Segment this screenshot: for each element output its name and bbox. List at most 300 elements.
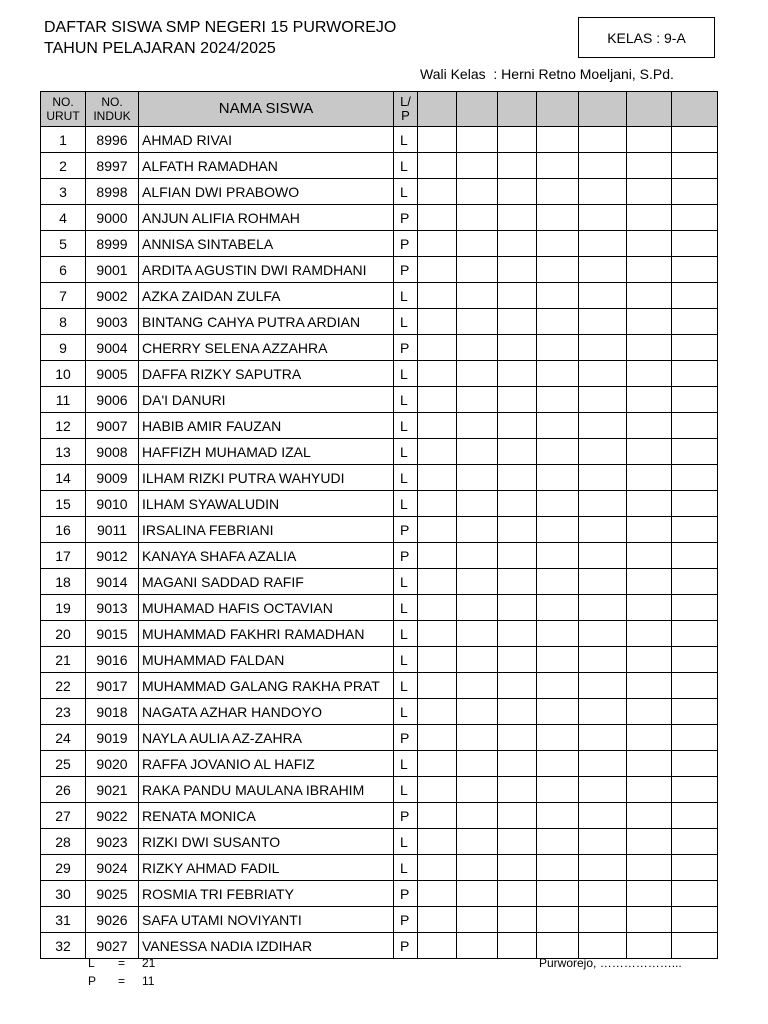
blank-cell bbox=[498, 283, 537, 309]
blank-cell bbox=[498, 127, 537, 153]
student-name-cell: DA'I DANURI bbox=[139, 387, 394, 413]
blank-cell bbox=[457, 829, 498, 855]
table-row bbox=[41, 127, 718, 153]
blank-cell bbox=[457, 231, 498, 257]
blank-cell bbox=[457, 777, 498, 803]
blank-cell bbox=[418, 595, 457, 621]
blank-cell bbox=[457, 803, 498, 829]
blank-cell bbox=[418, 257, 457, 283]
blank-cell bbox=[498, 933, 537, 959]
table-row bbox=[41, 205, 718, 231]
blank-cell bbox=[498, 881, 537, 907]
blank-cell bbox=[537, 647, 579, 673]
blank-cell bbox=[537, 829, 579, 855]
blank-cell bbox=[537, 387, 579, 413]
blank-cell bbox=[537, 907, 579, 933]
gender-cell: L bbox=[394, 699, 418, 725]
no-urut-cell: 10 bbox=[41, 361, 86, 387]
blank-cell bbox=[418, 335, 457, 361]
no-induk-cell: 9002 bbox=[86, 283, 139, 309]
blank-cell bbox=[579, 153, 627, 179]
no-urut-cell: 16 bbox=[41, 517, 86, 543]
blank-cell bbox=[627, 933, 672, 959]
blank-cell bbox=[627, 387, 672, 413]
blank-cell bbox=[672, 751, 718, 777]
no-urut-cell: 4 bbox=[41, 205, 86, 231]
blank-cell bbox=[498, 907, 537, 933]
blank-cell bbox=[418, 153, 457, 179]
table-row bbox=[41, 725, 718, 751]
blank-cell bbox=[579, 829, 627, 855]
blank-cell bbox=[418, 569, 457, 595]
blank-cell bbox=[537, 465, 579, 491]
table-row bbox=[41, 361, 718, 387]
table-row bbox=[41, 257, 718, 283]
no-urut-cell: 21 bbox=[41, 647, 86, 673]
blank-cell bbox=[418, 621, 457, 647]
blank-cell bbox=[498, 309, 537, 335]
blank-cell bbox=[627, 517, 672, 543]
student-name-cell: IRSALINA FEBRIANI bbox=[139, 517, 394, 543]
no-urut-cell: 18 bbox=[41, 569, 86, 595]
table-row bbox=[41, 829, 718, 855]
no-induk-cell: 8999 bbox=[86, 231, 139, 257]
student-name-cell: HABIB AMIR FAUZAN bbox=[139, 413, 394, 439]
blank-cell bbox=[672, 387, 718, 413]
blank-cell bbox=[579, 777, 627, 803]
blank-cell bbox=[672, 517, 718, 543]
blank-cell bbox=[627, 309, 672, 335]
blank-cell bbox=[672, 673, 718, 699]
blank-cell bbox=[579, 803, 627, 829]
blank-cell bbox=[457, 933, 498, 959]
blank-cell bbox=[579, 205, 627, 231]
student-name-cell: AHMAD RIVAI bbox=[139, 127, 394, 153]
blank-cell bbox=[537, 777, 579, 803]
blank-cell bbox=[418, 205, 457, 231]
no-urut-cell: 29 bbox=[41, 855, 86, 881]
blank-cell bbox=[627, 361, 672, 387]
blank-cell bbox=[498, 777, 537, 803]
student-name-cell: ILHAM SYAWALUDIN bbox=[139, 491, 394, 517]
blank-cell bbox=[418, 491, 457, 517]
blank-cell bbox=[672, 907, 718, 933]
table-row bbox=[41, 673, 718, 699]
blank-cell bbox=[627, 179, 672, 205]
blank-cell bbox=[579, 569, 627, 595]
no-urut-cell: 5 bbox=[41, 231, 86, 257]
no-urut-cell: 9 bbox=[41, 335, 86, 361]
gender-cell: L bbox=[394, 491, 418, 517]
blank-cell bbox=[498, 569, 537, 595]
no-induk-cell: 9024 bbox=[86, 855, 139, 881]
blank-cell bbox=[627, 335, 672, 361]
blank-cell bbox=[457, 439, 498, 465]
student-name-cell: MUHAMMAD GALANG RAKHA PRAT bbox=[139, 673, 394, 699]
gender-cell: L bbox=[394, 829, 418, 855]
header-blank-cell bbox=[457, 92, 498, 127]
header-no-urut: NO. URUT bbox=[41, 92, 86, 127]
blank-cell bbox=[418, 543, 457, 569]
table-row bbox=[41, 179, 718, 205]
gender-cell: P bbox=[394, 231, 418, 257]
gender-cell: L bbox=[394, 647, 418, 673]
no-urut-cell: 23 bbox=[41, 699, 86, 725]
count-p-label: P bbox=[88, 974, 97, 988]
blank-cell bbox=[537, 595, 579, 621]
student-table bbox=[40, 91, 718, 959]
no-urut-cell: 32 bbox=[41, 933, 86, 959]
blank-cell bbox=[579, 699, 627, 725]
blank-cell bbox=[627, 569, 672, 595]
table-row bbox=[41, 621, 718, 647]
gender-cell: P bbox=[394, 257, 418, 283]
blank-cell bbox=[457, 465, 498, 491]
gender-cell: L bbox=[394, 127, 418, 153]
blank-cell bbox=[457, 673, 498, 699]
blank-cell bbox=[457, 361, 498, 387]
header-blank-cell bbox=[627, 92, 672, 127]
blank-cell bbox=[537, 881, 579, 907]
blank-cell bbox=[627, 543, 672, 569]
count-l-label: L bbox=[88, 956, 95, 970]
blank-cell bbox=[627, 829, 672, 855]
gender-cell: L bbox=[394, 413, 418, 439]
gender-cell: L bbox=[394, 439, 418, 465]
blank-cell bbox=[418, 647, 457, 673]
header-no-induk: NO. INDUK bbox=[86, 92, 139, 127]
blank-cell bbox=[672, 205, 718, 231]
blank-cell bbox=[418, 309, 457, 335]
no-urut-cell: 3 bbox=[41, 179, 86, 205]
table-row bbox=[41, 153, 718, 179]
blank-cell bbox=[672, 829, 718, 855]
table-row bbox=[41, 517, 718, 543]
blank-cell bbox=[418, 127, 457, 153]
count-l-value: 21 bbox=[142, 956, 156, 970]
blank-cell bbox=[418, 829, 457, 855]
blank-cell bbox=[627, 647, 672, 673]
gender-cell: P bbox=[394, 335, 418, 361]
no-urut-cell: 8 bbox=[41, 309, 86, 335]
student-name-cell: RIZKI DWI SUSANTO bbox=[139, 829, 394, 855]
blank-cell bbox=[537, 153, 579, 179]
blank-cell bbox=[672, 543, 718, 569]
header-nama-siswa: NAMA SISWA bbox=[139, 92, 394, 127]
blank-cell bbox=[672, 803, 718, 829]
blank-cell bbox=[627, 777, 672, 803]
blank-cell bbox=[537, 309, 579, 335]
header-lp: L/ P bbox=[394, 92, 418, 127]
blank-cell bbox=[672, 439, 718, 465]
gender-cell: P bbox=[394, 933, 418, 959]
blank-cell bbox=[498, 361, 537, 387]
homeroom-teacher: Wali Kelas : Herni Retno Moeljani, S.Pd. bbox=[420, 66, 674, 82]
no-urut-cell: 26 bbox=[41, 777, 86, 803]
blank-cell bbox=[498, 595, 537, 621]
blank-cell bbox=[418, 387, 457, 413]
blank-cell bbox=[627, 231, 672, 257]
student-name-cell: VANESSA NADIA IZDIHAR bbox=[139, 933, 394, 959]
student-name-cell: CHERRY SELENA AZZAHRA bbox=[139, 335, 394, 361]
blank-cell bbox=[627, 725, 672, 751]
no-urut-cell: 7 bbox=[41, 283, 86, 309]
blank-cell bbox=[418, 725, 457, 751]
count-l-equals: = bbox=[118, 956, 126, 970]
table-row bbox=[41, 491, 718, 517]
gender-cell: L bbox=[394, 179, 418, 205]
student-name-cell: RIZKY AHMAD FADIL bbox=[139, 855, 394, 881]
blank-cell bbox=[498, 621, 537, 647]
table-row bbox=[41, 283, 718, 309]
blank-cell bbox=[457, 127, 498, 153]
blank-cell bbox=[418, 439, 457, 465]
student-name-cell: ALFIAN DWI PRABOWO bbox=[139, 179, 394, 205]
blank-cell bbox=[672, 257, 718, 283]
blank-cell bbox=[498, 179, 537, 205]
blank-cell bbox=[418, 751, 457, 777]
student-name-cell: RAKA PANDU MAULANA IBRAHIM bbox=[139, 777, 394, 803]
blank-cell bbox=[457, 907, 498, 933]
blank-cell bbox=[627, 751, 672, 777]
gender-cell: L bbox=[394, 621, 418, 647]
blank-cell bbox=[498, 673, 537, 699]
student-name-cell: MUHAMMAD FAKHRI RAMADHAN bbox=[139, 621, 394, 647]
blank-cell bbox=[672, 465, 718, 491]
table-row bbox=[41, 881, 718, 907]
blank-cell bbox=[627, 465, 672, 491]
blank-cell bbox=[579, 361, 627, 387]
blank-cell bbox=[457, 881, 498, 907]
blank-cell bbox=[579, 413, 627, 439]
table-body bbox=[41, 127, 718, 959]
blank-cell bbox=[457, 751, 498, 777]
blank-cell bbox=[498, 439, 537, 465]
blank-cell bbox=[457, 621, 498, 647]
no-induk-cell: 9022 bbox=[86, 803, 139, 829]
gender-cell: L bbox=[394, 309, 418, 335]
blank-cell bbox=[579, 465, 627, 491]
blank-cell bbox=[498, 413, 537, 439]
gender-cell: L bbox=[394, 361, 418, 387]
no-induk-cell: 9006 bbox=[86, 387, 139, 413]
no-induk-cell: 9003 bbox=[86, 309, 139, 335]
blank-cell bbox=[537, 257, 579, 283]
blank-cell bbox=[537, 855, 579, 881]
blank-cell bbox=[418, 517, 457, 543]
table-row bbox=[41, 439, 718, 465]
blank-cell bbox=[579, 543, 627, 569]
blank-cell bbox=[418, 699, 457, 725]
student-name-cell: KANAYA SHAFA AZALIA bbox=[139, 543, 394, 569]
blank-cell bbox=[457, 205, 498, 231]
student-name-cell: RAFFA JOVANIO AL HAFIZ bbox=[139, 751, 394, 777]
blank-cell bbox=[672, 153, 718, 179]
count-p-value: 11 bbox=[142, 974, 155, 988]
no-induk-cell: 9001 bbox=[86, 257, 139, 283]
blank-cell bbox=[498, 335, 537, 361]
blank-cell bbox=[498, 465, 537, 491]
blank-cell bbox=[672, 855, 718, 881]
no-urut-cell: 24 bbox=[41, 725, 86, 751]
blank-cell bbox=[672, 413, 718, 439]
table-row bbox=[41, 569, 718, 595]
blank-cell bbox=[672, 881, 718, 907]
blank-cell bbox=[498, 231, 537, 257]
table-row bbox=[41, 413, 718, 439]
table-row bbox=[41, 907, 718, 933]
table-row bbox=[41, 699, 718, 725]
gender-cell: L bbox=[394, 673, 418, 699]
blank-cell bbox=[498, 517, 537, 543]
blank-cell bbox=[537, 569, 579, 595]
student-name-cell: ANJUN ALIFIA ROHMAH bbox=[139, 205, 394, 231]
blank-cell bbox=[627, 257, 672, 283]
blank-cell bbox=[672, 127, 718, 153]
blank-cell bbox=[537, 205, 579, 231]
no-induk-cell: 9016 bbox=[86, 647, 139, 673]
blank-cell bbox=[457, 855, 498, 881]
blank-cell bbox=[672, 725, 718, 751]
blank-cell bbox=[418, 803, 457, 829]
blank-cell bbox=[672, 361, 718, 387]
gender-cell: L bbox=[394, 855, 418, 881]
no-induk-cell: 9018 bbox=[86, 699, 139, 725]
blank-cell bbox=[627, 699, 672, 725]
blank-cell bbox=[537, 725, 579, 751]
blank-cell bbox=[579, 907, 627, 933]
no-urut-cell: 30 bbox=[41, 881, 86, 907]
no-induk-cell: 9009 bbox=[86, 465, 139, 491]
blank-cell bbox=[579, 751, 627, 777]
table-row bbox=[41, 751, 718, 777]
no-urut-cell: 6 bbox=[41, 257, 86, 283]
blank-cell bbox=[627, 153, 672, 179]
student-name-cell: ILHAM RIZKI PUTRA WAHYUDI bbox=[139, 465, 394, 491]
student-name-cell: ARDITA AGUSTIN DWI RAMDHANI bbox=[139, 257, 394, 283]
no-induk-cell: 9007 bbox=[86, 413, 139, 439]
no-induk-cell: 9014 bbox=[86, 569, 139, 595]
blank-cell bbox=[579, 673, 627, 699]
no-induk-cell: 9004 bbox=[86, 335, 139, 361]
blank-cell bbox=[537, 335, 579, 361]
no-urut-cell: 31 bbox=[41, 907, 86, 933]
blank-cell bbox=[457, 699, 498, 725]
blank-cell bbox=[457, 413, 498, 439]
gender-cell: L bbox=[394, 751, 418, 777]
blank-cell bbox=[627, 205, 672, 231]
blank-cell bbox=[579, 283, 627, 309]
no-induk-cell: 9021 bbox=[86, 777, 139, 803]
table-row bbox=[41, 855, 718, 881]
no-urut-cell: 2 bbox=[41, 153, 86, 179]
no-induk-cell: 9026 bbox=[86, 907, 139, 933]
blank-cell bbox=[418, 933, 457, 959]
blank-cell bbox=[672, 309, 718, 335]
header-blank-cell bbox=[418, 92, 457, 127]
gender-cell: L bbox=[394, 569, 418, 595]
blank-cell bbox=[498, 205, 537, 231]
no-induk-cell: 8996 bbox=[86, 127, 139, 153]
student-name-cell: ROSMIA TRI FEBRIATY bbox=[139, 881, 394, 907]
blank-cell bbox=[537, 127, 579, 153]
table-header-row bbox=[41, 92, 718, 127]
blank-cell bbox=[579, 127, 627, 153]
table-row bbox=[41, 387, 718, 413]
no-urut-cell: 27 bbox=[41, 803, 86, 829]
blank-cell bbox=[672, 231, 718, 257]
blank-cell bbox=[672, 569, 718, 595]
blank-cell bbox=[457, 517, 498, 543]
blank-cell bbox=[418, 179, 457, 205]
no-induk-cell: 9013 bbox=[86, 595, 139, 621]
student-name-cell: NAYLA AULIA AZ-ZAHRA bbox=[139, 725, 394, 751]
student-name-cell: SAFA UTAMI NOVIYANTI bbox=[139, 907, 394, 933]
table-row bbox=[41, 335, 718, 361]
blank-cell bbox=[627, 621, 672, 647]
student-name-cell: MUHAMMAD FALDAN bbox=[139, 647, 394, 673]
student-name-cell: DAFFA RIZKY SAPUTRA bbox=[139, 361, 394, 387]
gender-cell: L bbox=[394, 595, 418, 621]
no-induk-cell: 9025 bbox=[86, 881, 139, 907]
no-induk-cell: 9005 bbox=[86, 361, 139, 387]
blank-cell bbox=[579, 595, 627, 621]
table-row bbox=[41, 647, 718, 673]
student-name-cell: ANNISA SINTABELA bbox=[139, 231, 394, 257]
no-induk-cell: 9015 bbox=[86, 621, 139, 647]
table-row bbox=[41, 309, 718, 335]
blank-cell bbox=[672, 179, 718, 205]
blank-cell bbox=[498, 855, 537, 881]
blank-cell bbox=[579, 647, 627, 673]
blank-cell bbox=[627, 127, 672, 153]
blank-cell bbox=[627, 439, 672, 465]
blank-cell bbox=[579, 309, 627, 335]
blank-cell bbox=[627, 855, 672, 881]
blank-cell bbox=[579, 725, 627, 751]
blank-cell bbox=[672, 335, 718, 361]
student-name-cell: AZKA ZAIDAN ZULFA bbox=[139, 283, 394, 309]
no-urut-cell: 1 bbox=[41, 127, 86, 153]
gender-cell: P bbox=[394, 205, 418, 231]
blank-cell bbox=[579, 491, 627, 517]
blank-cell bbox=[498, 257, 537, 283]
blank-cell bbox=[537, 517, 579, 543]
class-box: KELAS : 9-A bbox=[578, 17, 715, 58]
no-induk-cell: 9011 bbox=[86, 517, 139, 543]
blank-cell bbox=[537, 491, 579, 517]
blank-cell bbox=[537, 699, 579, 725]
blank-cell bbox=[418, 907, 457, 933]
count-p-equals: = bbox=[118, 974, 126, 988]
place-date: Purworejo, ………………... bbox=[539, 956, 682, 970]
blank-cell bbox=[498, 751, 537, 777]
blank-cell bbox=[579, 517, 627, 543]
no-induk-cell: 9008 bbox=[86, 439, 139, 465]
no-induk-cell: 8997 bbox=[86, 153, 139, 179]
blank-cell bbox=[418, 777, 457, 803]
blank-cell bbox=[672, 491, 718, 517]
blank-cell bbox=[537, 231, 579, 257]
no-urut-cell: 25 bbox=[41, 751, 86, 777]
document-subtitle: TAHUN PELAJARAN 2024/2025 bbox=[44, 40, 276, 57]
gender-cell: P bbox=[394, 907, 418, 933]
no-urut-cell: 14 bbox=[41, 465, 86, 491]
blank-cell bbox=[627, 673, 672, 699]
blank-cell bbox=[498, 803, 537, 829]
blank-cell bbox=[537, 803, 579, 829]
gender-cell: L bbox=[394, 283, 418, 309]
